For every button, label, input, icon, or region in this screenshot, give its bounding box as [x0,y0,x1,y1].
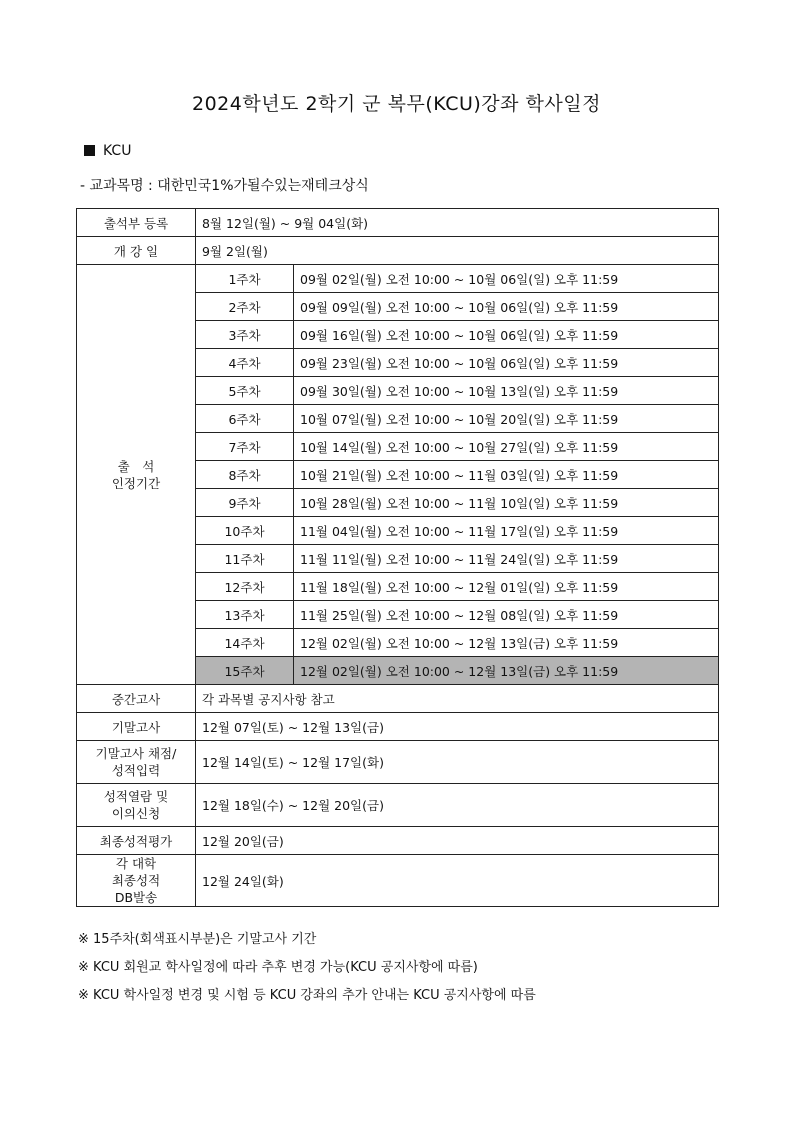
row-label [77,741,196,784]
row-value: 각 과목별 공지사항 참고 [196,685,719,713]
schedule-table [76,208,719,907]
note-line: ※ 15주차(회색표시부분)은 기말고사 기간 [78,932,317,947]
row-label-line: 최종성적 [111,873,161,888]
week-label: 15주차 [196,657,294,685]
table-row [77,237,719,265]
row-label: 기말고사 [77,713,196,741]
row-value: 8월 12일(월) ~ 9월 04일(화) [196,209,719,237]
week-label: 1주차 [196,265,294,293]
schedule-body [77,209,719,907]
row-value: 12월 24일(화) [196,855,719,907]
week-label: 7주차 [196,433,294,461]
week-range: 11월 04일(월) 오전 10:00 ~ 11월 17일(일) 오후 11:59 [294,517,719,545]
week-row [77,265,719,293]
row-value: 12월 20일(금) [196,827,719,855]
section-heading [84,143,131,159]
row-value: 9월 2일(월) [196,237,719,265]
week-label: 6주차 [196,405,294,433]
week-range: 10월 14일(월) 오전 10:00 ~ 10월 27일(일) 오후 11:59 [294,433,719,461]
row-label-line: 성적열람 및 [103,789,169,804]
week-range: 09월 09일(월) 오전 10:00 ~ 10월 06일(일) 오후 11:59 [294,293,719,321]
row-label-line: DB발송 [114,890,158,905]
row-label-line: 기말고사 채점/ [95,746,177,761]
week-label: 10주차 [196,517,294,545]
row-label-line: 인정기간 [111,475,161,491]
table-row [77,713,719,741]
week-label: 9주차 [196,489,294,517]
course-name-line: - 교과목명 : 대한민국1%가될수있는재테크상식 [80,178,369,194]
row-label: 최종성적평가 [77,827,196,855]
week-label: 13주차 [196,601,294,629]
week-label: 3주차 [196,321,294,349]
table-row [77,741,719,784]
row-label: 개 강 일 [77,237,196,265]
week-range: 09월 23일(월) 오전 10:00 ~ 10월 06일(일) 오후 11:59 [294,349,719,377]
week-range: 11월 25일(월) 오전 10:00 ~ 12월 08일(일) 오후 11:59 [294,601,719,629]
row-value: 12월 18일(수) ~ 12월 20일(금) [196,784,719,827]
table-row [77,209,719,237]
week-label: 11주차 [196,545,294,573]
row-label [77,855,196,907]
row-label-line: 출 석 [117,458,155,474]
row-label-line: 성적입력 [111,763,161,778]
week-range: 12월 02일(월) 오전 10:00 ~ 12월 13일(금) 오후 11:59 [294,629,719,657]
row-label [77,784,196,827]
week-label: 8주차 [196,461,294,489]
week-range: 10월 28일(월) 오전 10:00 ~ 11월 10일(일) 오후 11:59 [294,489,719,517]
table-row [77,784,719,827]
week-range: 10월 21일(월) 오전 10:00 ~ 11월 03일(일) 오후 11:59 [294,461,719,489]
week-label: 14주차 [196,629,294,657]
section-label: KCU [103,143,132,159]
row-value: 12월 14일(토) ~ 12월 17일(화) [196,741,719,784]
week-label: 4주차 [196,349,294,377]
row-label-line: 이의신청 [111,806,161,821]
table-row [77,855,719,907]
note-line: ※ KCU 회원교 학사일정에 따라 추후 변경 가능(KCU 공지사항에 따름) [78,960,478,975]
week-label: 2주차 [196,293,294,321]
table-row [77,827,719,855]
row-label: 출석부 등록 [77,209,196,237]
week-range: 09월 16일(월) 오전 10:00 ~ 10월 06일(일) 오후 11:59 [294,321,719,349]
page-title: 2024학년도 2학기 군 복무(KCU)강좌 학사일정 [192,93,601,115]
week-range: 10월 07일(월) 오전 10:00 ~ 10월 20일(일) 오후 11:59 [294,405,719,433]
week-range: 11월 18일(월) 오전 10:00 ~ 12월 01일(일) 오후 11:59 [294,573,719,601]
week-range: 09월 30일(월) 오전 10:00 ~ 10월 13일(일) 오후 11:59 [294,377,719,405]
note-line: ※ KCU 학사일정 변경 및 시험 등 KCU 강좌의 추가 안내는 KCU 공지사항에 따름 [78,988,536,1003]
row-value: 12월 07일(토) ~ 12월 13일(금) [196,713,719,741]
week-label: 5주차 [196,377,294,405]
table-row [77,685,719,713]
row-label-line: 각 대학 [115,856,157,871]
week-range: 09월 02일(월) 오전 10:00 ~ 10월 06일(일) 오후 11:59 [294,265,719,293]
week-range: 12월 02일(월) 오전 10:00 ~ 12월 13일(금) 오후 11:59 [294,657,719,685]
row-label: 중간고사 [77,685,196,713]
square-bullet-icon [84,145,95,156]
attendance-period-label [77,265,196,685]
week-label: 12주차 [196,573,294,601]
week-range: 11월 11일(월) 오전 10:00 ~ 11월 24일(일) 오후 11:59 [294,545,719,573]
notes [78,928,536,1012]
